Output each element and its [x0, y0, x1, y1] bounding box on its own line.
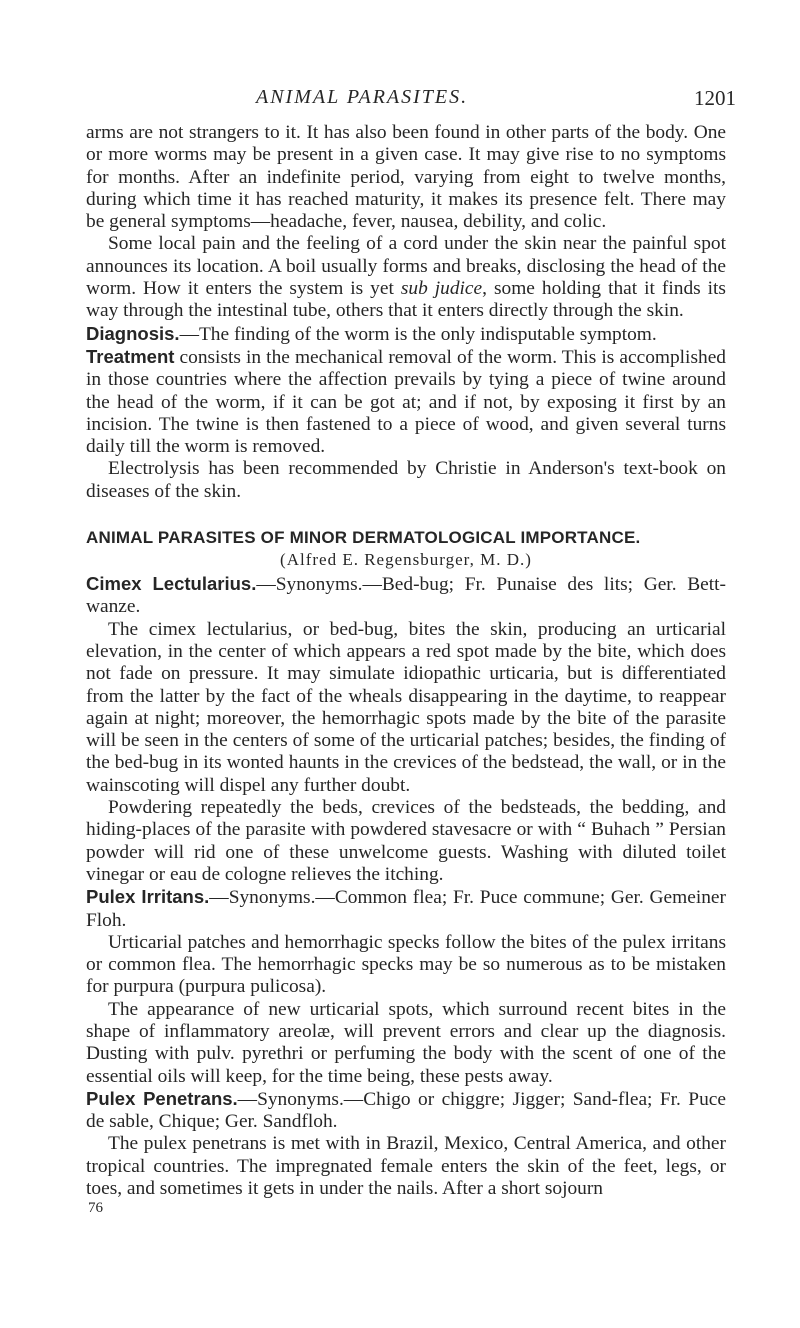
paragraph-local-pain-start: Some local pain and the feeling of a cord under the skin near the painful spot announces its location. A boil usually forms and breaks, disclosing the head of the worm. How it enters the system is yet [86, 233, 726, 300]
paragraph-pulex-irritans-treatment: The appearance of new urticarial spots, which surround recent bites in the shape of inflammatory areolæ, will prevent errors and clear up the diagnosis. Dusting with pulv. pyrethri or perfuming the body with the scent of one of the essential oils will keep, for the time being, these pests away. [86, 998, 726, 1087]
treatment-heading: Treatment [86, 345, 175, 367]
treatment-text: consists in the mechanical removal of the worm. This is accomplished in those countries where the affection prevails by tying a piece of twine around the head of the worm, if it can be got at; and if not, by exposing it first by an incision. The twine is then fastened to a piece of wood, and given several turns daily till the worm is removed. [86, 346, 726, 458]
paragraph-cimex-description: The cimex lectularius, or bed-bug, bites the skin, producing an urticarial elevation, in the center of which appears a red spot made by the bite, which does not fade on pressure. It may simulate idiopathic urticaria, but is differentiated from the latter by the fact of the wheals disappearing in the daytime, to reappear again at night; moreover, the hemorrhagic spots made by the bite of the parasite will be seen in the centers of some of the urticarial patches; besides, the finding of the bed-bug in its wonted haunts in the crevices of the bedstead, the wall, or in the wainscoting will dispel any further doubt. [86, 618, 726, 796]
diagnosis-heading: Diagnosis. [86, 322, 180, 344]
paragraph-treatment [86, 346, 726, 458]
paragraph-cimex-synonyms [86, 573, 726, 619]
paragraph-pulex-irritans-synonyms [86, 886, 726, 932]
running-head [86, 86, 736, 122]
paragraph-pulex-irritans-description: Urticarial patches and hemorrhagic specks follow the bites of the pulex irritans or common flea. The hemorrhagic specks may be so numerous as to be mistaken for purpura (purpura pulicosa). [86, 931, 726, 998]
pulex-irritans-synonyms: —Synonyms.—Common flea; Fr. Puce commune; Ger. Gemeiner Floh. [86, 887, 726, 931]
signature-mark: 76 [88, 1200, 103, 1217]
author-byline: (Alfred E. Regensburger, M. D.) [280, 550, 532, 570]
paragraph-diagnosis [86, 323, 726, 346]
page-number: 1201 [694, 86, 736, 110]
section-title: ANIMAL PARASITES OF MINOR DERMATOLOGICAL IMPORTANCE. [86, 528, 641, 548]
paragraph-pulex-penetrans-description: The pulex penetrans is met with in Brazil, Mexico, Central America, and other tropical countries. The impregnated female enters the skin of the feet, legs, or toes, and sometimes it gets in under the nails. After a short sojourn [86, 1133, 726, 1200]
paragraph-pulex-penetrans-synonyms [86, 1088, 726, 1134]
cimex-synonyms: —Synonyms.—Bed-bug; Fr. Punaise des lits; Ger. Bett-wanze. [86, 574, 726, 618]
running-title: ANIMAL PARASITES. [256, 86, 469, 108]
latin-phrase: sub judice [400, 278, 483, 300]
pulex-penetrans-synonyms: —Synonyms.—Chigo or chiggre; Jigger; Sand-flea; Fr. Puce de sable, Chique; Ger. Sandfloh. [86, 1088, 726, 1133]
pulex-irritans-heading: Pulex Irritans. [86, 886, 210, 908]
diagnosis-text: —The finding of the worm is the only indisputable symptom. [179, 323, 657, 345]
paragraph-cimex-treatment: Powdering repeatedly the beds, crevices of the bedsteads, the bedding, and hiding-places of the parasite with powdered stavesacre or with “ Buhach ” Persian powder will rid one of these unwelcome guests. Washing with diluted toilet vinegar or eau de cologne relieves the itching. [86, 797, 726, 885]
paragraph-local-pain [86, 233, 726, 322]
cimex-heading: Cimex Lectularius. [86, 573, 257, 595]
book-page [86, 86, 736, 1217]
paragraph-local-pain-end: , some holding that it finds its way through the intestinal tube, others that it enters directly through the skin. [86, 278, 726, 322]
paragraph-electrolysis: Electrolysis has been recommended by Christie in Anderson's text-book on diseases of the skin. [86, 458, 726, 502]
paragraph-guinea-worm-intro: arms are not strangers to it. It has also been found in other parts of the body. One or more worms may be present in a given case. It may give rise to no symptoms for months. After an indefinite period, varying from eight to twelve months, during which time it has reached maturity, it makes its presence felt. There may be general symptoms—headache, fever, nausea, debility, and colic. [86, 122, 726, 233]
pulex-penetrans-heading: Pulex Penetrans. [86, 1087, 238, 1109]
